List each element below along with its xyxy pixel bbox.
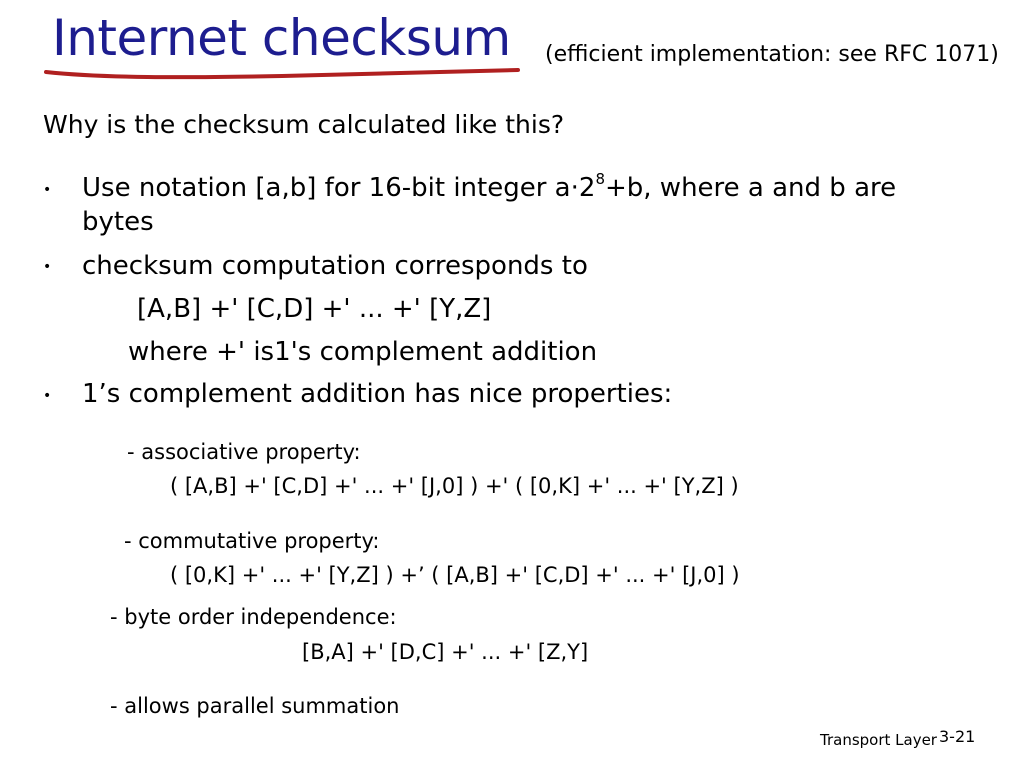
associative-property-heading: - associative property:	[127, 440, 361, 464]
footer-label: Transport Layer	[820, 731, 937, 749]
bullet-dot: •	[43, 182, 52, 198]
byte-order-heading: - byte order independence:	[110, 605, 397, 629]
bullet-dot: •	[43, 388, 52, 404]
slide-title: Internet checksum	[52, 9, 511, 67]
commutative-property-expression: ( [0,K] +' ... +' [Y,Z] ) +’ ( [A,B] +' [C,D] +' ... +' [J,0] )	[170, 563, 740, 587]
bullet-2-expression: [A,B] +' [C,D] +' ... +' [Y,Z]	[137, 294, 492, 324]
slide-subtitle: (efficient implementation: see RFC 1071)	[545, 42, 999, 67]
bullet-2-line-1: checksum computation corresponds to	[82, 251, 588, 281]
bullet-1-text-pre: Use notation [a,b] for 16-bit integer a·2	[82, 173, 596, 203]
bullet-1-exponent: 8	[595, 170, 605, 189]
bullet-3-line-1: 1’s complement addition has nice properties:	[82, 379, 673, 409]
bullet-1-line-1	[82, 171, 896, 205]
bullet-1-line-2: bytes	[82, 207, 154, 237]
bullet-2-note: where +' is1's complement addition	[128, 337, 598, 367]
title-underline	[42, 60, 522, 84]
commutative-property-heading: - commutative property:	[124, 529, 380, 553]
page-number: 3-21	[939, 727, 976, 746]
associative-property-expression: ( [A,B] +' [C,D] +' ... +' [J,0] ) +' ( [0,K] +' ... +' [Y,Z] )	[170, 474, 739, 498]
question-text: Why is the checksum calculated like this?	[43, 110, 565, 139]
bullet-dot: •	[43, 259, 52, 275]
byte-order-expression: [B,A] +' [D,C] +' ... +' [Z,Y]	[302, 640, 589, 664]
bullet-1-text-post: +b, where a and b are	[604, 173, 897, 203]
parallel-summation-heading: - allows parallel summation	[110, 694, 400, 718]
